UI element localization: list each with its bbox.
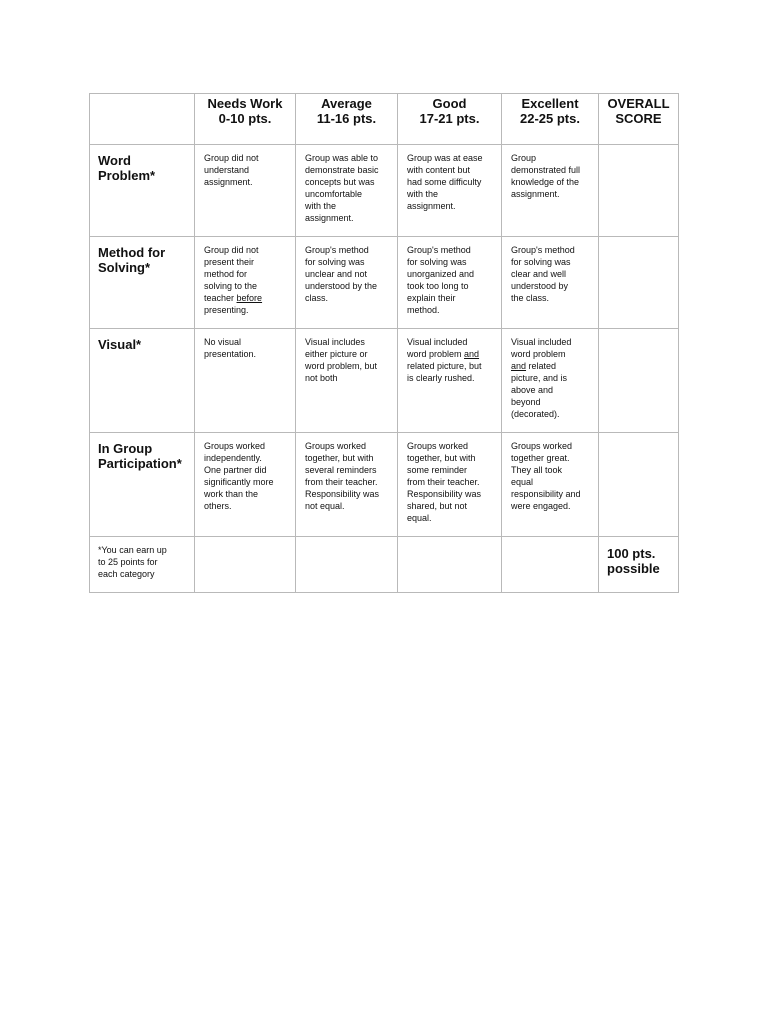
descriptor-line [305, 476, 391, 488]
descriptor-text: Group [511, 153, 537, 163]
descriptor-cell [296, 237, 398, 329]
descriptor-line [407, 372, 495, 384]
descriptor-line [204, 164, 289, 176]
descriptor-line [204, 348, 289, 360]
descriptor-line [511, 476, 592, 488]
descriptor-line [511, 396, 592, 408]
descriptor-line [305, 372, 391, 384]
criterion-row [90, 145, 679, 237]
descriptor-text: demonstrate basic [305, 165, 379, 175]
descriptor-text: clear and well [511, 269, 567, 279]
descriptor-text: for solving was [511, 257, 571, 267]
descriptor-line [305, 212, 391, 224]
header-points: 0-10 pts. [218, 111, 272, 126]
descriptor-text: solving to the [204, 281, 258, 291]
descriptor-line [407, 244, 495, 256]
descriptor-line [511, 292, 592, 304]
descriptor-text: method. [407, 305, 440, 315]
descriptor-line [305, 200, 391, 212]
descriptor-line [407, 152, 495, 164]
descriptor-text: assignment. [407, 201, 456, 211]
header-points: 22-25 pts. [520, 111, 580, 126]
descriptor-cell [195, 433, 296, 537]
descriptor-cell [296, 145, 398, 237]
header-good [398, 94, 502, 145]
descriptor-text: not both [305, 373, 338, 383]
footnote-cell [90, 537, 195, 593]
descriptor-text: uncomfortable [305, 189, 363, 199]
descriptor-line [204, 336, 289, 348]
descriptor-line [511, 176, 592, 188]
descriptor-text: work than the [204, 489, 259, 499]
descriptor-text: from their teacher. [407, 477, 480, 487]
rubric-table [89, 93, 679, 593]
descriptor-line [511, 256, 592, 268]
descriptor-text: assignment. [305, 213, 354, 223]
descriptor-text: beyond [511, 397, 541, 407]
descriptor-line [407, 488, 495, 500]
footnote-line: each category [98, 569, 155, 579]
descriptor-text: were engaged. [511, 501, 571, 511]
descriptor-text: independently. [204, 453, 262, 463]
descriptor-text: demonstrated full [511, 165, 581, 175]
empty-cell [398, 537, 502, 593]
descriptor-line [407, 256, 495, 268]
descriptor-text: unorganized and [407, 269, 475, 279]
descriptor-text: Group did not [204, 245, 259, 255]
descriptor-line [407, 164, 495, 176]
descriptor-line [305, 336, 391, 348]
descriptor-line [305, 360, 391, 372]
descriptor-line [407, 512, 495, 524]
descriptor-text: for solving was [407, 257, 467, 267]
descriptor-text: Group did not [204, 153, 259, 163]
descriptor-cell [502, 329, 599, 433]
descriptor-line [511, 384, 592, 396]
descriptor-text: word problem [511, 349, 566, 359]
descriptor-text: Group's method [511, 245, 575, 255]
descriptor-text: equal. [407, 513, 432, 523]
descriptor-line [407, 200, 495, 212]
score-cell [599, 237, 679, 329]
header-label: Needs Work [207, 96, 283, 111]
descriptor-line [305, 188, 391, 200]
criterion-cell [90, 145, 195, 237]
descriptor-line [204, 476, 289, 488]
descriptor-text: Responsibility was [407, 489, 482, 499]
descriptor-text: with the [407, 189, 439, 199]
descriptor-line [204, 464, 289, 476]
descriptor-line [305, 244, 391, 256]
descriptor-line [511, 408, 592, 420]
score-cell [599, 433, 679, 537]
header-average [296, 94, 398, 145]
descriptor-text: related picture, but [407, 361, 482, 371]
descriptor-line [511, 372, 592, 384]
descriptor-text: Group was at ease [407, 153, 483, 163]
descriptor-line [511, 348, 592, 360]
descriptor-line [204, 256, 289, 268]
criterion-label: Word [98, 153, 131, 168]
descriptor-line [305, 164, 391, 176]
descriptor-text: equal [511, 477, 534, 487]
descriptor-line [204, 268, 289, 280]
criterion-label: Solving* [98, 260, 151, 275]
descriptor-text: Groups worked [204, 441, 266, 451]
header-excellent [502, 94, 599, 145]
descriptor-text: explain their [407, 293, 456, 303]
descriptor-cell [398, 433, 502, 537]
descriptor-line [305, 280, 391, 292]
descriptor-line [407, 188, 495, 200]
descriptor-text: They all took [511, 465, 563, 475]
descriptor-line [511, 164, 592, 176]
descriptor-text: (decorated). [511, 409, 560, 419]
criterion-label: In Group [98, 441, 153, 456]
criterion-row [90, 237, 679, 329]
footer-row [90, 537, 679, 593]
descriptor-text: some reminder [407, 465, 468, 475]
descriptor-text: present their [204, 257, 255, 267]
descriptor-text: word problem, but [305, 361, 378, 371]
descriptor-text: had some difficulty [407, 177, 482, 187]
descriptor-text: with the [305, 201, 337, 211]
descriptor-line [407, 464, 495, 476]
descriptor-cell [296, 433, 398, 537]
descriptor-line [204, 292, 289, 304]
descriptor-cell [398, 145, 502, 237]
total-points: 100 pts. [607, 546, 656, 561]
descriptor-line [305, 500, 391, 512]
descriptor-line [407, 440, 495, 452]
descriptor-text: understood by the [305, 281, 378, 291]
descriptor-line [407, 360, 495, 372]
descriptor-text: class. [305, 293, 329, 303]
descriptor-line [407, 336, 495, 348]
descriptor-line [204, 452, 289, 464]
descriptor-text: Visual includes [305, 337, 365, 347]
descriptor-line [407, 268, 495, 280]
header-label: SCORE [615, 111, 662, 126]
descriptor-text: Group's method [305, 245, 369, 255]
descriptor-text: Responsibility was [305, 489, 380, 499]
descriptor-line [407, 292, 495, 304]
total-points-cell [599, 537, 679, 593]
descriptor-line [511, 440, 592, 452]
total-possible: possible [607, 561, 660, 576]
descriptor-line [511, 280, 592, 292]
descriptor-line [204, 440, 289, 452]
descriptor-line [511, 268, 592, 280]
descriptor-text: Groups worked [511, 441, 573, 451]
descriptor-cell [502, 237, 599, 329]
descriptor-line [407, 176, 495, 188]
descriptor-text: Visual included [407, 337, 468, 347]
descriptor-text: above and [511, 385, 554, 395]
header-needs-work [195, 94, 296, 145]
descriptor-line [407, 476, 495, 488]
descriptor-text: together great. [511, 453, 570, 463]
descriptor-text: method for [204, 269, 248, 279]
criterion-row [90, 433, 679, 537]
descriptor-cell [502, 145, 599, 237]
criterion-cell [90, 329, 195, 433]
descriptor-line [407, 304, 495, 316]
descriptor-cell [195, 145, 296, 237]
header-label: Average [321, 96, 372, 111]
descriptor-line [305, 292, 391, 304]
descriptor-line [305, 488, 391, 500]
descriptor-line [305, 256, 391, 268]
descriptor-text: shared, but not [407, 501, 468, 511]
descriptor-line [305, 452, 391, 464]
descriptor-text: from their teacher. [305, 477, 378, 487]
descriptor-line [511, 452, 592, 464]
descriptor-text: Groups worked [305, 441, 367, 451]
descriptor-line [204, 488, 289, 500]
descriptor-line [511, 336, 592, 348]
footnote-line: *You can earn up [98, 545, 167, 555]
descriptor-text: together, but with [407, 453, 476, 463]
descriptor-text: understood by [511, 281, 569, 291]
descriptor-text: assignment. [204, 177, 253, 187]
emphasis-text: and [464, 349, 480, 359]
empty-cell [502, 537, 599, 593]
descriptor-line [204, 280, 289, 292]
descriptor-line [305, 152, 391, 164]
descriptor-line [511, 360, 592, 372]
descriptor-line [407, 500, 495, 512]
descriptor-line [204, 304, 289, 316]
descriptor-text: teacher [204, 293, 237, 303]
descriptor-text: Group's method [407, 245, 471, 255]
descriptor-line [511, 464, 592, 476]
descriptor-text: unclear and not [305, 269, 368, 279]
descriptor-line [407, 348, 495, 360]
criterion-row [90, 329, 679, 433]
descriptor-text: related [526, 361, 557, 371]
descriptor-text: understand [204, 165, 250, 175]
descriptor-text: Group was able to [305, 153, 379, 163]
descriptor-text: presenting. [204, 305, 249, 315]
descriptor-text: for solving was [305, 257, 365, 267]
descriptor-line [305, 176, 391, 188]
descriptor-line [511, 500, 592, 512]
descriptor-line [204, 176, 289, 188]
descriptor-line [511, 244, 592, 256]
descriptor-line [305, 440, 391, 452]
empty-cell [296, 537, 398, 593]
criterion-label: Participation* [98, 456, 182, 471]
descriptor-text: either picture or [305, 349, 368, 359]
descriptor-text: several reminders [305, 465, 377, 475]
descriptor-text: word problem [407, 349, 465, 359]
rubric-body [90, 145, 679, 537]
descriptor-line [511, 188, 592, 200]
header-label: Excellent [521, 96, 579, 111]
descriptor-text: took too long to [407, 281, 469, 291]
descriptor-text: together, but with [305, 453, 374, 463]
descriptor-line [511, 488, 592, 500]
header-criteria [90, 94, 195, 145]
descriptor-cell [195, 237, 296, 329]
descriptor-cell [195, 329, 296, 433]
descriptor-line [511, 152, 592, 164]
descriptor-cell [398, 329, 502, 433]
score-cell [599, 145, 679, 237]
descriptor-text: is clearly rushed. [407, 373, 475, 383]
header-label: OVERALL [607, 96, 670, 111]
descriptor-cell [296, 329, 398, 433]
descriptor-text: responsibility and [511, 489, 581, 499]
descriptor-line [305, 348, 391, 360]
descriptor-text: the class. [511, 293, 550, 303]
descriptor-line [305, 464, 391, 476]
criterion-cell [90, 433, 195, 537]
descriptor-line [204, 244, 289, 256]
criterion-label: Problem* [98, 168, 156, 183]
descriptor-text: presentation. [204, 349, 257, 359]
descriptor-line [204, 152, 289, 164]
empty-cell [195, 537, 296, 593]
header-row [90, 94, 679, 145]
descriptor-text: not equal. [305, 501, 345, 511]
header-points: 11-16 pts. [316, 111, 377, 126]
descriptor-text: assignment. [511, 189, 560, 199]
descriptor-line [407, 280, 495, 292]
emphasis-text: and [511, 361, 527, 371]
descriptor-text: others. [204, 501, 232, 511]
descriptor-text: knowledge of the [511, 177, 580, 187]
header-label: Good [432, 96, 467, 111]
descriptor-text: No visual [204, 337, 242, 347]
descriptor-text: picture, and is [511, 373, 568, 383]
descriptor-cell [502, 433, 599, 537]
descriptor-text: One partner did [204, 465, 267, 475]
descriptor-line [204, 500, 289, 512]
criterion-label: Visual* [98, 337, 142, 352]
emphasis-text: before [236, 293, 263, 303]
descriptor-text: concepts but was [305, 177, 375, 187]
descriptor-text: Groups worked [407, 441, 469, 451]
score-cell [599, 329, 679, 433]
descriptor-line [407, 452, 495, 464]
footnote-line: to 25 points for [98, 557, 158, 567]
header-points: 17-21 pts. [419, 111, 480, 126]
criterion-label: Method for [98, 245, 166, 260]
descriptor-text: with content but [407, 165, 471, 175]
descriptor-text: significantly more [204, 477, 274, 487]
header-overall-score [599, 94, 679, 145]
descriptor-line [305, 268, 391, 280]
descriptor-text: Visual included [511, 337, 572, 347]
criterion-cell [90, 237, 195, 329]
descriptor-cell [398, 237, 502, 329]
